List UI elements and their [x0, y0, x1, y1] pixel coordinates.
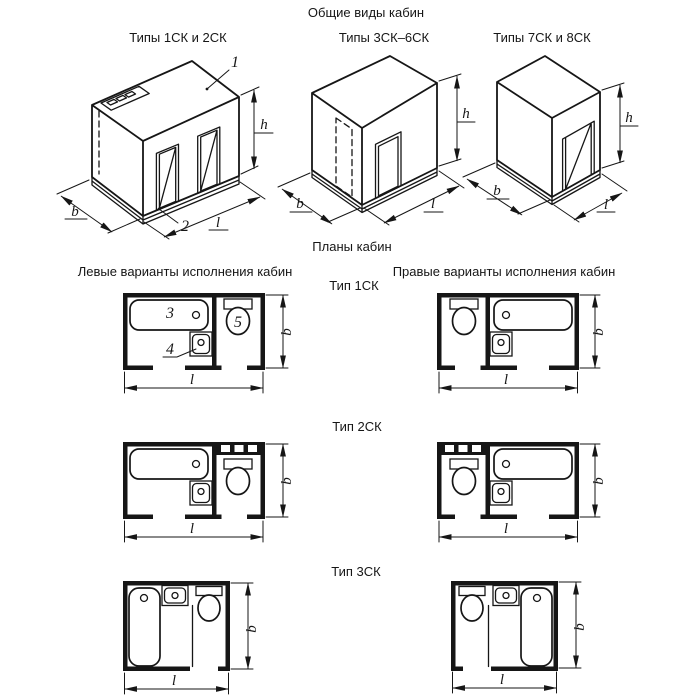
bathtub-drain-icon [193, 312, 200, 319]
bathtub-drain-icon [141, 595, 148, 602]
washbasin-drain-icon [172, 593, 178, 599]
callout-number: 1 [231, 54, 239, 71]
dim-label-b: b [572, 623, 588, 631]
washbasin-drain-icon [198, 489, 204, 495]
toilet-bowl-icon [198, 595, 220, 621]
toilet-bowl-icon [227, 468, 250, 495]
dim-label-b: b [591, 328, 607, 336]
callout-number: 4 [166, 341, 174, 358]
dim-label-l: l [189, 372, 195, 388]
dim-label-l: l [171, 673, 177, 689]
left-variants-header: Левые варианты исполнения кабин [77, 264, 293, 279]
type-1sk-label: Тип 1СК [329, 278, 379, 293]
dim-label-b: b [71, 204, 79, 220]
dim-label-b: b [296, 196, 304, 212]
dim-label-h: h [462, 106, 470, 122]
dim-label-l: l [215, 215, 221, 231]
dim-label-l: l [503, 372, 509, 388]
plans-section-title: Планы кабин [312, 239, 392, 254]
dim-label-l: l [499, 672, 505, 688]
callout-number: 5 [234, 314, 242, 331]
page-title: Общие виды кабин [307, 5, 425, 20]
view-2-title: Типы 3СК–6СК [338, 30, 430, 45]
right-variants-header: Правые варианты исполнения кабин [392, 264, 616, 279]
dim-label-b: b [279, 328, 295, 336]
dim-label-b: b [279, 477, 295, 485]
washbasin-drain-icon [198, 340, 204, 346]
dim-label-l: l [189, 521, 195, 537]
dim-label-h: h [625, 110, 633, 126]
type-3sk-label: Тип 3СК [331, 564, 381, 579]
dim-label-b: b [493, 183, 501, 199]
dim-label-h: h [260, 117, 268, 133]
dim-label-l: l [430, 196, 436, 212]
view-3-title: Типы 7СК и 8СК [493, 30, 591, 45]
callout-number: 2 [181, 218, 189, 235]
view-1-title: Типы 1СК и 2СК [129, 30, 227, 45]
type-2sk-label: Тип 2СК [332, 419, 382, 434]
dim-label-l: l [603, 197, 609, 213]
callout-number: 3 [166, 305, 174, 322]
dim-label-b: b [244, 625, 260, 633]
bathtub-drain-icon [193, 461, 200, 468]
vent-block-slots-icon [221, 445, 257, 452]
dim-label-b: b [591, 477, 607, 485]
dim-label-l: l [503, 521, 509, 537]
